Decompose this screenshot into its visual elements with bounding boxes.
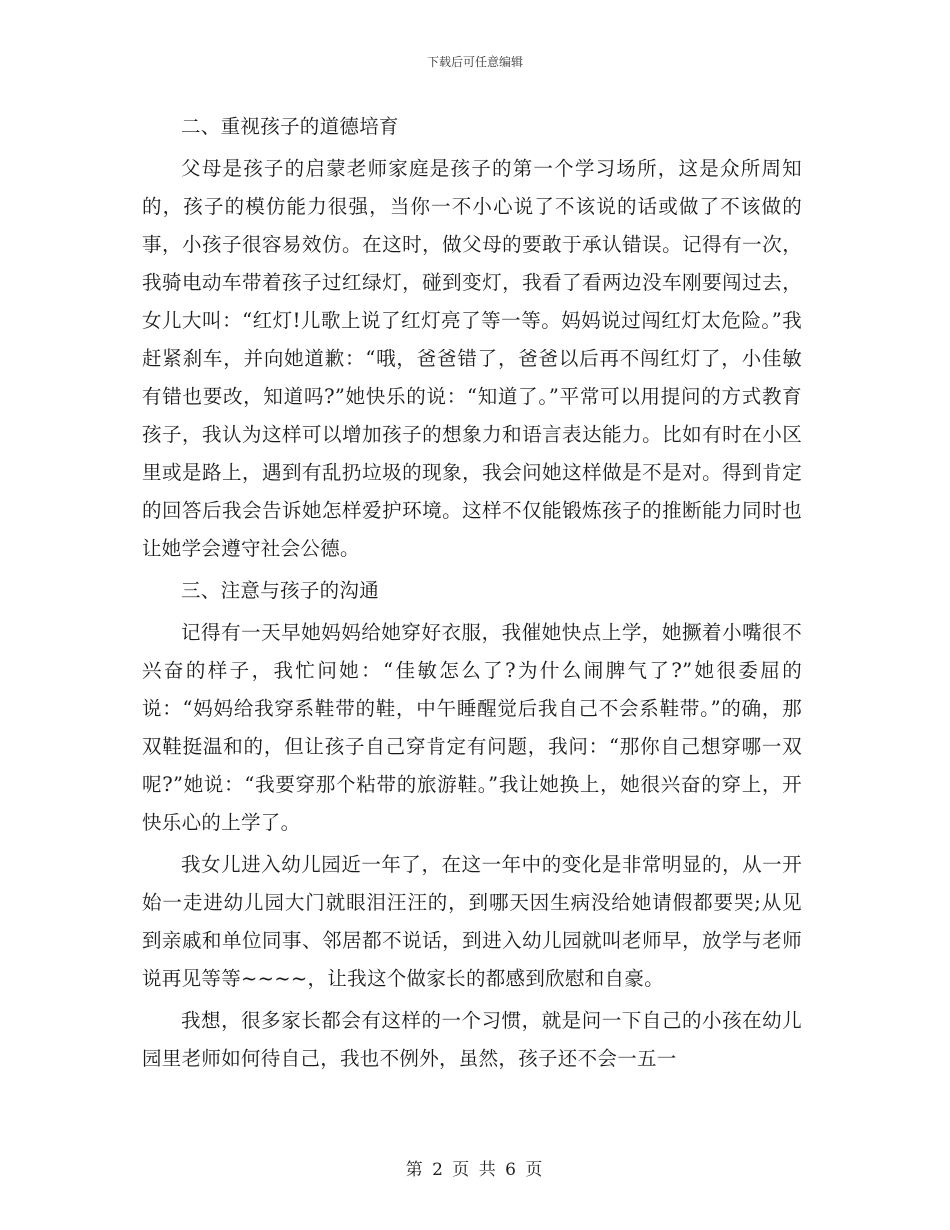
section-heading-communication: 三、注意与孩子的沟通	[181, 579, 380, 602]
section-heading-moral: 二、重视孩子的道德培育	[181, 115, 399, 138]
paragraph: 记得有一天早她妈妈给她穿好衣服，我催她快点上学，她撅着小嘴很不兴奋的样子，我忙问她：“佳敏怎么了?为什么闹脾气了?”她很委屈的说：“妈妈给我穿系鞋带的鞋，中午睡醒觉后我自己不会系鞋带。”的确，那双鞋挺温和的，但让孩子自己穿肯定有问题，我问：“那你自己想穿哪一双呢?”她说：“我要穿那个粘带的旅游鞋。”我让她换上，她很兴奋的穿上，开快乐心的上学了。	[142, 621, 802, 834]
paragraph: 父母是孩子的启蒙老师家庭是孩子的第一个学习场所，这是众所周知的，孩子的模仿能力很强，当你一不小心说了不该说的话或做了不该做的事，小孩子很容易效仿。在这时，做父母的要敢于承认错误。记得有一次，我骑电动车带着孩子过红绿灯，碰到变灯，我看了看两边没车刚要闯过去，女儿大叫：“红灯!儿歌上说了红灯亮了等一等。妈妈说过闯红灯太危险。”我赶紧刹车，并向她道歉：“哦，爸爸错了，爸爸以后再不闯红灯了，小佳敏有错也要改，知道吗?”她快乐的说：“知道了。”平常可以用提问的方式教育孩子，我认为这样可以增加孩子的想象力和语言表达能力。比如有时在小区里或是路上，遇到有乱扔垃圾的现象，我会问她这样做是不是对。得到肯定的回答后我会告诉她怎样爱护环境。这样不仅能锻炼孩子的推断能力同时也让她学会遵守社会公德。	[142, 157, 802, 560]
paragraph: 我想，很多家长都会有这样的一个习惯，就是问一下自己的小孩在幼儿园里老师如何待自己，我也不例外，虽然，孩子还不会一五一	[142, 1009, 802, 1070]
paragraph: 我女儿进入幼儿园近一年了，在这一年中的变化是非常明显的，从一开始一走进幼儿园大门就眼泪汪汪的，到哪天因生病没给她请假都要哭;从见到亲戚和单位同事、邻居都不说话，到进入幼儿园就叫老师早，放学与老师说再见等等~~~~，让我这个做家长的都感到欣慰和自豪。	[142, 853, 802, 990]
document-body	[142, 108, 802, 1082]
page-number: 第 2 页 共 6 页	[405, 1160, 545, 1180]
header-note: 下载后可任意编辑	[426, 55, 523, 69]
